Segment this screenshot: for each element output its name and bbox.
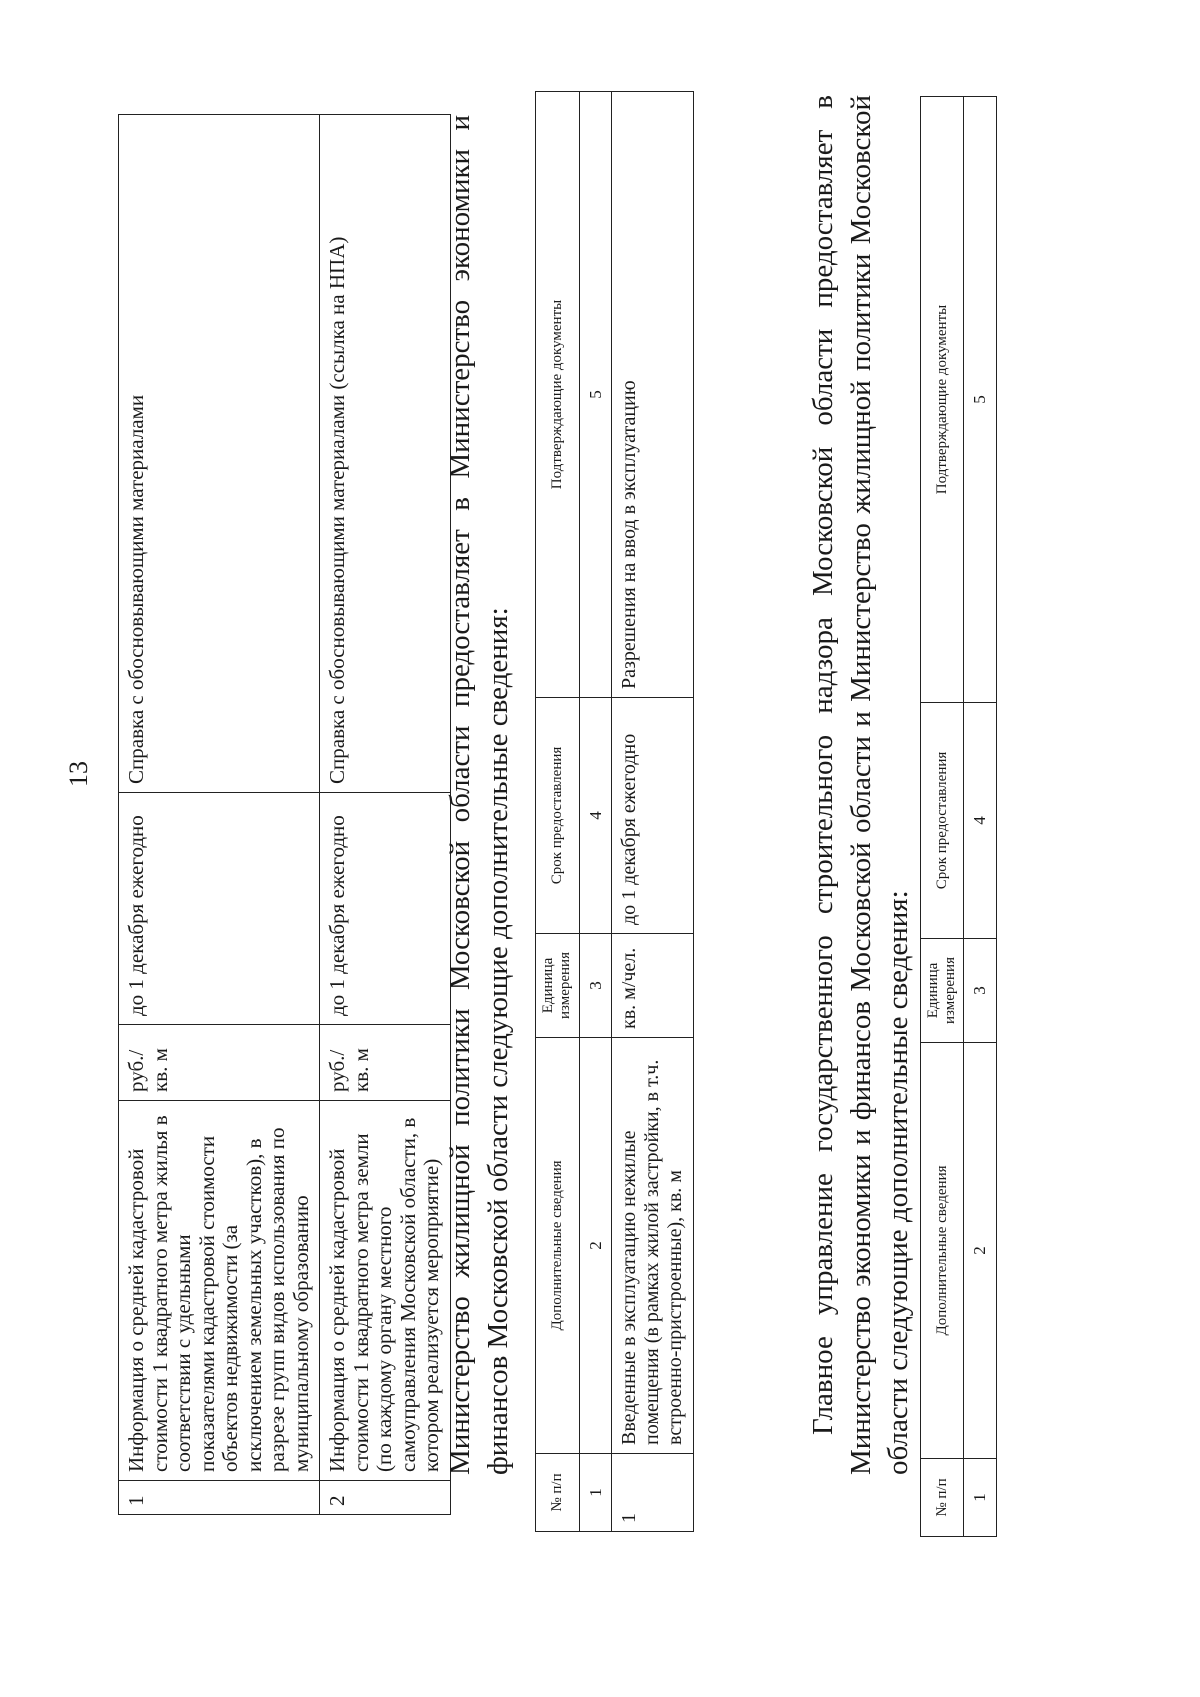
docs-cell: Справка с обосновывающими материалами [119, 115, 320, 793]
paragraph-line-rest: Министерство экономики и финансов Московской области и Министерство жилищной политики Московской области следующие дополнительные сведения: [844, 95, 915, 1475]
index-row [579, 92, 612, 1532]
header-row [921, 97, 964, 1537]
index-cell: 2 [964, 1043, 997, 1459]
info-cell: Информация о средней кадастровой стоимости 1 квадратного метра жилья в соответствии с удельными показателями кадастровой стоимости объектов недвижимости (за исключением земельных участков), в разрезе групп видов использования по муниципальному образованию [119, 1101, 320, 1481]
paragraph-construction-supervision [805, 95, 918, 1475]
header-num: № п/п [536, 1454, 580, 1532]
header-unit: Единица измерения [536, 934, 580, 1038]
table-continued-cadastral-info [118, 114, 451, 1515]
deadline-cell: до 1 декабря ежегодно [119, 793, 320, 1025]
unit-cell: руб./кв. м [320, 1025, 451, 1101]
index-cell: 2 [579, 1038, 612, 1454]
row-number: 2 [320, 1481, 451, 1515]
index-cell: 5 [579, 92, 612, 698]
row-number: 1 [612, 1454, 694, 1532]
row-number: 1 [119, 1481, 320, 1515]
header-docs: Подтверждающие документы [536, 92, 580, 698]
paragraph-ministry-housing: Министерство жилищной политики Московской области предоставляет в Министерство экономики и финансов Московской области следующие дополнительные сведения: [444, 115, 514, 1475]
index-cell: 1 [579, 1454, 612, 1532]
header-info: Дополнительные сведения [536, 1038, 580, 1454]
index-cell: 5 [964, 97, 997, 703]
header-deadline: Срок предоставления [921, 703, 964, 939]
header-deadline: Срок предоставления [536, 698, 580, 934]
index-row [964, 97, 997, 1537]
info-cell: Информация о средней кадастровой стоимости 1 квадратного метра земли (по каждому органу местного самоуправления Московской области, в котором реализуется мероприятие) [320, 1101, 451, 1481]
table-construction-supervision-info [920, 96, 997, 1537]
table-row [119, 115, 320, 1515]
paragraph-line-first: Главное управление государственного строительного надзора Московской области предоставляет в [807, 95, 839, 1435]
page-number: 13 [64, 761, 93, 787]
deadline-cell: до 1 декабря ежегодно [320, 793, 451, 1025]
index-cell: 3 [579, 934, 612, 1038]
unit-cell: руб./кв. м [119, 1025, 320, 1101]
index-cell: 4 [579, 698, 612, 934]
table-row [612, 92, 694, 1532]
index-cell: 3 [964, 939, 997, 1043]
info-cell: Введенные в эксплуатацию нежилые помещения (в рамках жилой застройки, в т.ч. встроенно-пристроенные), кв. м [612, 1038, 694, 1454]
index-cell: 1 [964, 1459, 997, 1537]
docs-cell: Разрешения на ввод в эксплуатацию [612, 92, 694, 698]
header-row [536, 92, 580, 1532]
table-housing-policy-info [535, 91, 694, 1532]
docs-cell: Справка с обосновывающими материалами (ссылка на НПА) [320, 115, 451, 793]
header-unit: Единица измерения [921, 939, 964, 1043]
index-cell: 4 [964, 703, 997, 939]
deadline-cell: до 1 декабря ежегодно [612, 698, 694, 934]
header-num: № п/п [921, 1459, 964, 1537]
header-info: Дополнительные сведения [921, 1043, 964, 1459]
header-docs: Подтверждающие документы [921, 97, 964, 703]
table-row [320, 115, 451, 1515]
unit-cell: кв. м/чел. [612, 934, 694, 1038]
